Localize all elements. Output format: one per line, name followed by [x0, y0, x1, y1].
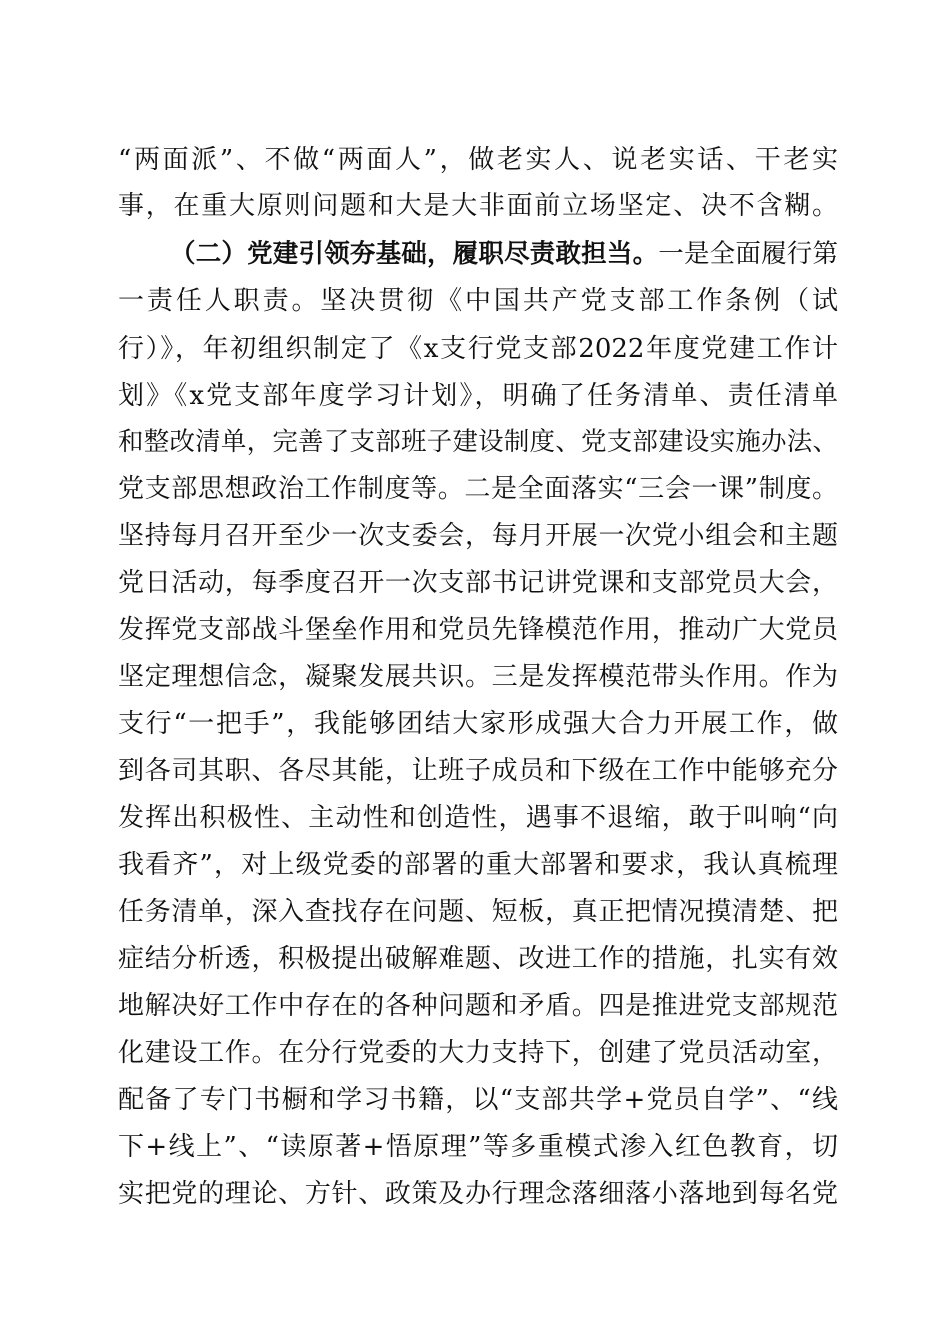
- line-text: 我看齐”，对上级党委的部署的重大部署和要求，我认真梳理: [118, 850, 838, 880]
- line-text: 党日活动，每季度召开一次支部书记讲党课和支部党员大会，: [118, 568, 838, 598]
- line-text: 到各司其职、各尽其能，让班子成员和下级在工作中能够充分: [118, 756, 838, 786]
- body-line-8: [118, 469, 838, 509]
- body-line-12: [118, 657, 838, 697]
- body-line-14: [118, 751, 838, 791]
- line-text: 支行“一把手”，我能够团结大家形成强大合力开展工作，做: [118, 709, 838, 739]
- body-line-13: [118, 704, 838, 744]
- line-text: 化建设工作。在分行党委的大力支持下，创建了党员活动室，: [118, 1038, 838, 1068]
- body-line-5: [118, 329, 838, 369]
- line-text: 地解决好工作中存在的各种问题和矛盾。四是推进党支部规范: [118, 991, 838, 1021]
- section-heading: （二）党建引领夯基础，履职尽责敢担当。: [170, 239, 659, 269]
- body-line-10: [118, 563, 838, 603]
- body-line-16: [118, 845, 838, 885]
- line-text: 党支部思想政治工作制度等。二是全面落实“三会一课”制度。: [118, 474, 838, 504]
- line-text: 下+线上”、“读原著+悟原理”等多重模式渗入红色教育，切: [118, 1132, 838, 1162]
- line-text: 行）》，年初组织制定了《x支行党支部2022年度党建工作计: [118, 334, 838, 364]
- body-line-17: [118, 892, 838, 932]
- line-text: 坚定理想信念，凝聚发展共识。三是发挥模范带头作用。作为: [118, 662, 838, 692]
- line-text: 症结分析透，积极提出破解难题、改进工作的措施，扎实有效: [118, 944, 838, 974]
- section-heading-line: [170, 234, 838, 274]
- line-text: “两面派”、不做“两面人”，做老实人、说老实话、干老实: [118, 145, 838, 175]
- body-line-2: [118, 186, 838, 226]
- body-line-1: [118, 140, 838, 180]
- line-text: 划》《x党支部年度学习计划》，明确了任务清单、责任清单: [118, 381, 838, 411]
- body-line-11: [118, 610, 838, 650]
- body-line-7: [118, 422, 838, 462]
- line-text: 事，在重大原则问题和大是大非面前立场坚定、决不含糊。: [118, 191, 838, 221]
- body-line-6: [118, 376, 838, 416]
- line-text: 实把党的理论、方针、政策及办行理念落细落小落地到每名党: [118, 1179, 838, 1209]
- line-text: 发挥出积极性、主动性和创造性，遇事不退缩，敢于叫响“向: [118, 803, 838, 833]
- body-line-18: [118, 939, 838, 979]
- line-text: 坚持每月召开至少一次支委会，每月开展一次党小组会和主题: [118, 521, 838, 551]
- line-text: 任务清单，深入查找存在问题、短板，真正把情况摸清楚、把: [118, 897, 838, 927]
- body-line-19: [118, 986, 838, 1026]
- body-line-23: [118, 1174, 838, 1214]
- body-line-4: [118, 281, 838, 321]
- line-text: 和整改清单，完善了支部班子建设制度、党支部建设实施办法、: [118, 427, 838, 457]
- body-line-9: [118, 516, 838, 556]
- body-line-20: [118, 1033, 838, 1073]
- body-line-22: [118, 1127, 838, 1167]
- line-text: 一责任人职责。坚决贯彻《中国共产党支部工作条例（试: [118, 286, 838, 316]
- body-line-15: [118, 798, 838, 838]
- line-text: 发挥党支部战斗堡垒作用和党员先锋模范作用，推动广大党员: [118, 615, 838, 645]
- line-text: 配备了专门书橱和学习书籍，以“支部共学+党员自学”、“线: [118, 1085, 838, 1115]
- body-line-21: [118, 1080, 838, 1120]
- line-text: 一是全面履行第: [658, 239, 838, 269]
